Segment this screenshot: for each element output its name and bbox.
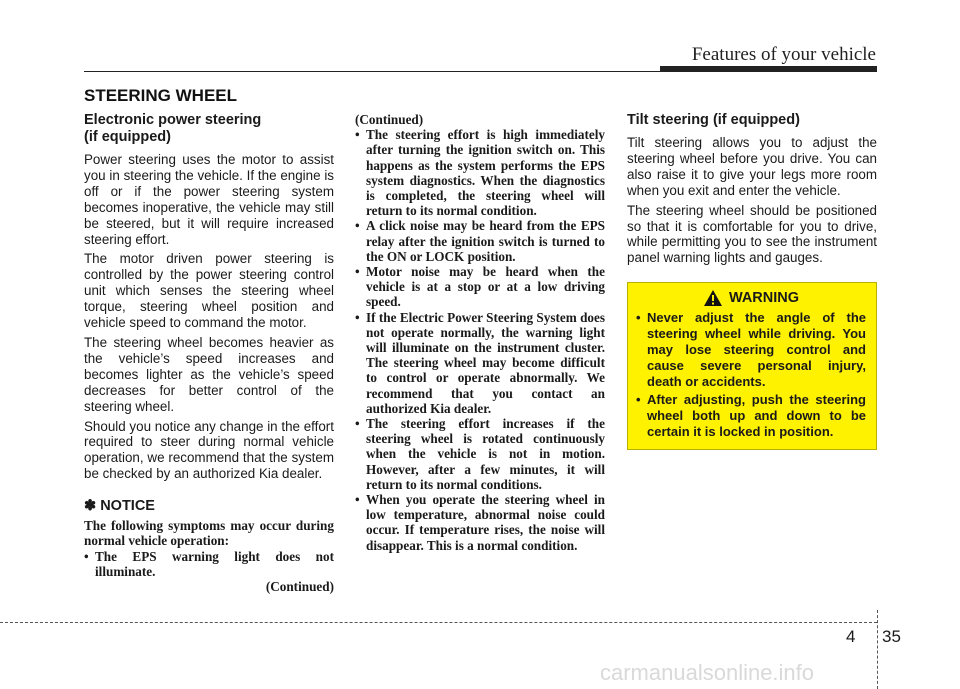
list-item: • The steering effort is high immediately after turning the ignition switch on. This happens as the system performs the EPS system diagnostics. When the diagnostics is completed, the steering wheel will return to its normal condition. [355, 127, 605, 219]
list-item: • A click noise may be heard from the EPS relay after the ignition switch is turned to the ON or LOCK position. [355, 218, 605, 264]
list-item: • The steering effort increases if the steering wheel is rotated continuously when the vehicle is not in motion. However, after a few minutes, it will return to its normal conditions. [355, 416, 605, 492]
warning-list [636, 310, 866, 440]
warning-title: WARNING [728, 290, 800, 306]
list-item: • If the Electric Power Steering System does not operate normally, the warning light will illuminate on the instrument cluster. The steering wheel may become difficult to control or operate abnormally. We recommend that you contact an authorized Kia dealer. [355, 309, 605, 416]
footer-divider [877, 610, 878, 689]
eps-paragraph: The motor driven power steering is controlled by the power steering control unit which senses the steering wheel torque, steering wheel position and vehicle speed to command the motor. [84, 251, 334, 331]
bullet-icon: • [636, 392, 641, 407]
chapter-number: 4 [846, 627, 856, 646]
notice-intro: The following symptoms may occur during normal vehicle operation: [84, 518, 334, 549]
warning-triangle-icon [703, 289, 723, 307]
continued-label: (Continued) [265, 578, 334, 594]
bullet-icon: • [84, 548, 89, 564]
eps-heading: Electronic power steering (if equipped) [84, 112, 262, 145]
footer-rule [0, 622, 877, 623]
bullet-icon: • [355, 492, 360, 508]
bullet-icon: • [355, 309, 360, 325]
bullet-icon: • [355, 218, 360, 234]
watermark: carmanualsonline.info [600, 660, 815, 685]
notice-symbol-icon: ✽ [84, 498, 97, 515]
list-item: • The EPS warning light does not illuminate. [84, 548, 334, 579]
bullet-icon: • [636, 310, 641, 325]
header-rule [84, 71, 877, 72]
notice-list-col1 [84, 549, 334, 579]
notice-title: NOTICE [100, 498, 155, 515]
eps-paragraph: The steering wheel becomes heavier as the vehicle’s speed increases and becomes lighter as the vehicle’s speed decreases for better control of the steering wheel. [84, 334, 334, 414]
column-2 [355, 112, 605, 553]
list-item: • Never adjust the angle of the steering wheel while driving. You may lose steering control and cause severe personal injury, death or accidents. [636, 310, 866, 389]
eps-paragraph: Power steering uses the motor to assist you in steering the vehicle. If the engine is off or if the power steering system becomes inoperative, the vehicle may still be steered, but it will require increased steering effort. [84, 152, 334, 247]
bullet-icon: • [355, 416, 360, 432]
warning-header [636, 289, 866, 307]
column-1 [84, 112, 334, 594]
list-item: • When you operate the steering wheel in low temperature, abnormal noise could occur. If temperature rises, the noise will disappear. This is a normal condition. [355, 492, 605, 553]
warning-box [627, 282, 877, 450]
continued-label: (Continued) [355, 112, 424, 127]
bullet-icon: • [355, 264, 360, 280]
tilt-paragraph: The steering wheel should be positioned so that it is comfortable for you to drive, while permitting you to see the instrument panel warning lights and gauges. [627, 202, 877, 266]
list-item: • Motor noise may be heard when the vehicle is at a stop or at a low driving speed. [355, 264, 605, 310]
eps-paragraph: Should you notice any change in the effort required to steer during normal vehicle operation, we recommend that the system be checked by an authorized Kia dealer. [84, 418, 334, 482]
bullet-icon: • [355, 127, 360, 143]
list-item: • After adjusting, push the steering wheel both up and down to be certain it is locked in position. [636, 392, 866, 439]
running-header: Features of your vehicle [691, 44, 876, 65]
column-3 [627, 112, 877, 270]
tilt-heading: Tilt steering (if equipped) [627, 112, 800, 128]
notice-heading [84, 498, 334, 514]
section-title: STEERING WHEEL [84, 86, 238, 105]
notice-list-col2 [355, 127, 605, 553]
page-number: 35 [882, 627, 901, 646]
tilt-paragraph: Tilt steering allows you to adjust the steering wheel before you drive. You can also raise it to give your legs more room when you exit and enter the vehicle. [627, 135, 877, 198]
